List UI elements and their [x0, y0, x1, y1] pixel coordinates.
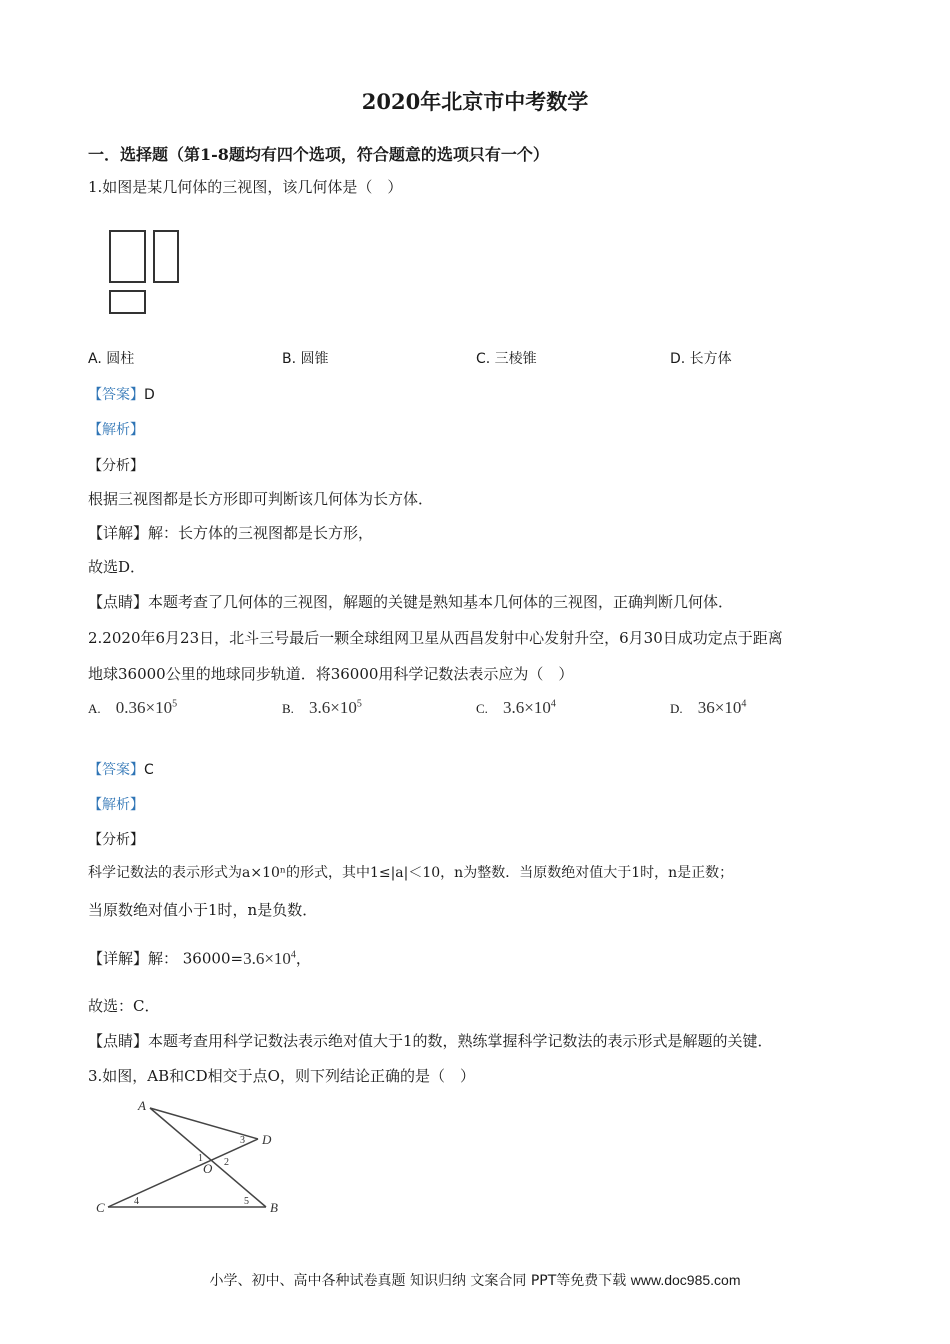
q1-detail: 【详解】解：长方体的三视图都是长方形， [88, 524, 374, 542]
top-view-rect [110, 291, 145, 313]
q2-stem-line2: 地球36000公里的地球同步轨道．将36000用科学记数法表示应为（ ） [88, 665, 574, 683]
q2-choose: 故选：C． [88, 997, 160, 1015]
q1-analysis-label: 【解析】 [88, 422, 144, 438]
q2-fenxi-line2: 当原数绝对值小于1时，n是负数． [88, 901, 318, 919]
q2-option-c-math [503, 698, 556, 717]
q1-option-b: B. 圆锥 [282, 351, 329, 367]
q2-detail-prefix: 【详解】解： 36000= [88, 949, 244, 968]
q2-option-c [476, 698, 556, 718]
q2-option-b [282, 698, 362, 718]
q2-answer-value: C [144, 762, 154, 778]
q2-option-a-exponent: 5 [172, 698, 178, 710]
q2-stem-line1: 2.2020年6月23日，北斗三号最后一颗全球组网卫星从西昌发射中心发射升空，6月30日成功定点于距离 [88, 629, 783, 647]
angle-label-5: 5 [244, 1196, 249, 1207]
q2-option-a-math [116, 698, 177, 717]
q2-detail [88, 945, 311, 969]
q2-option-b-label: B. [282, 701, 294, 716]
q1-fenxi-text: 根据三视图都是长方形即可判断该几何体为长方体． [88, 490, 434, 508]
q1-three-view-figure [100, 225, 190, 320]
line-ab [150, 1108, 266, 1207]
label-d: D [262, 1132, 272, 1147]
page-footer [0, 1270, 950, 1290]
q2-option-c-mantissa: 3.6×10 [503, 698, 551, 717]
page-title: 2020年北京市中考数学 [361, 89, 589, 114]
q2-detail-suffix: ， [295, 949, 311, 968]
angle-label-1: 1 [198, 1153, 203, 1164]
q3-stem: 3.如图，AB和CD相交于点O，则下列结论正确的是（ ） [88, 1067, 475, 1085]
q2-option-a-mantissa: 0.36×10 [115, 698, 173, 717]
q2-option-a-label: A. [88, 701, 101, 716]
q1-option-a: A. 圆柱 [88, 351, 135, 367]
angle-label-4: 4 [134, 1196, 139, 1207]
angle-label-3: 3 [240, 1135, 245, 1146]
q2-answer-label: 【答案】 [88, 762, 144, 778]
q1-answer-label: 【答案】 [88, 387, 144, 403]
q2-option-a [88, 698, 177, 718]
q2-detail-math [243, 949, 296, 968]
angle-label-2: 2 [224, 1157, 229, 1168]
q1-choose: 故选D． [88, 558, 146, 576]
q2-fenxi-line1: 科学记数法的表示形式为a×10ⁿ的形式，其中1≤|a|＜10，n为整数．当原数绝对值大于1时，n是正数； [88, 865, 734, 881]
q1-comment: 【点睛】本题考查了几何体的三视图，解题的关键是熟知基本几何体的三视图，正确判断几何体． [88, 593, 734, 611]
section-heading: 一．选择题（第1-8题均有四个选项，符合题意的选项只有一个） [88, 145, 549, 164]
q2-answer [88, 759, 154, 779]
q2-option-d [670, 698, 746, 718]
footer-text: 小学、初中、高中各种试卷真题 知识归纳 文案合同 PPT等免费下载 [209, 1273, 627, 1289]
q2-option-b-math [309, 698, 362, 717]
q1-answer-value: D [144, 387, 155, 403]
q1-option-d: D. 长方体 [670, 351, 732, 367]
q1-fenxi-label: 【分析】 [88, 458, 144, 474]
q2-option-d-mantissa: 36×10 [697, 698, 742, 717]
q2-option-d-math [698, 698, 747, 717]
label-o: O [203, 1161, 213, 1176]
q2-option-c-exponent: 4 [550, 698, 556, 710]
q2-option-d-label: D. [670, 701, 683, 716]
q2-option-b-mantissa: 3.6×10 [309, 698, 357, 717]
q2-detail-exponent: 4 [290, 949, 296, 960]
q2-analysis-label: 【解析】 [88, 797, 144, 813]
q2-comment: 【点睛】本题考查用科学记数法表示绝对值大于1的数，熟练掌握科学记数法的表示形式是解题的关键． [88, 1032, 773, 1050]
q3-intersecting-lines-figure [88, 1093, 298, 1223]
q2-detail-mantissa: 3.6×10 [243, 948, 291, 968]
q2-fenxi-label: 【分析】 [88, 832, 144, 848]
q2-option-d-exponent: 4 [741, 698, 747, 710]
side-view-rect [154, 231, 178, 282]
front-view-rect [110, 231, 145, 282]
label-b: B [270, 1200, 278, 1215]
label-c: C [96, 1200, 105, 1215]
label-a: A [138, 1098, 146, 1113]
q1-stem: 1.如图是某几何体的三视图，该几何体是（ ） [88, 178, 403, 196]
q1-option-c: C. 三棱锥 [476, 351, 537, 367]
line-dc [108, 1139, 258, 1207]
q2-option-c-label: C. [476, 701, 488, 716]
footer-url: www.doc985.com [630, 1272, 741, 1288]
q2-option-b-exponent: 5 [356, 698, 362, 710]
q1-answer [88, 384, 155, 404]
